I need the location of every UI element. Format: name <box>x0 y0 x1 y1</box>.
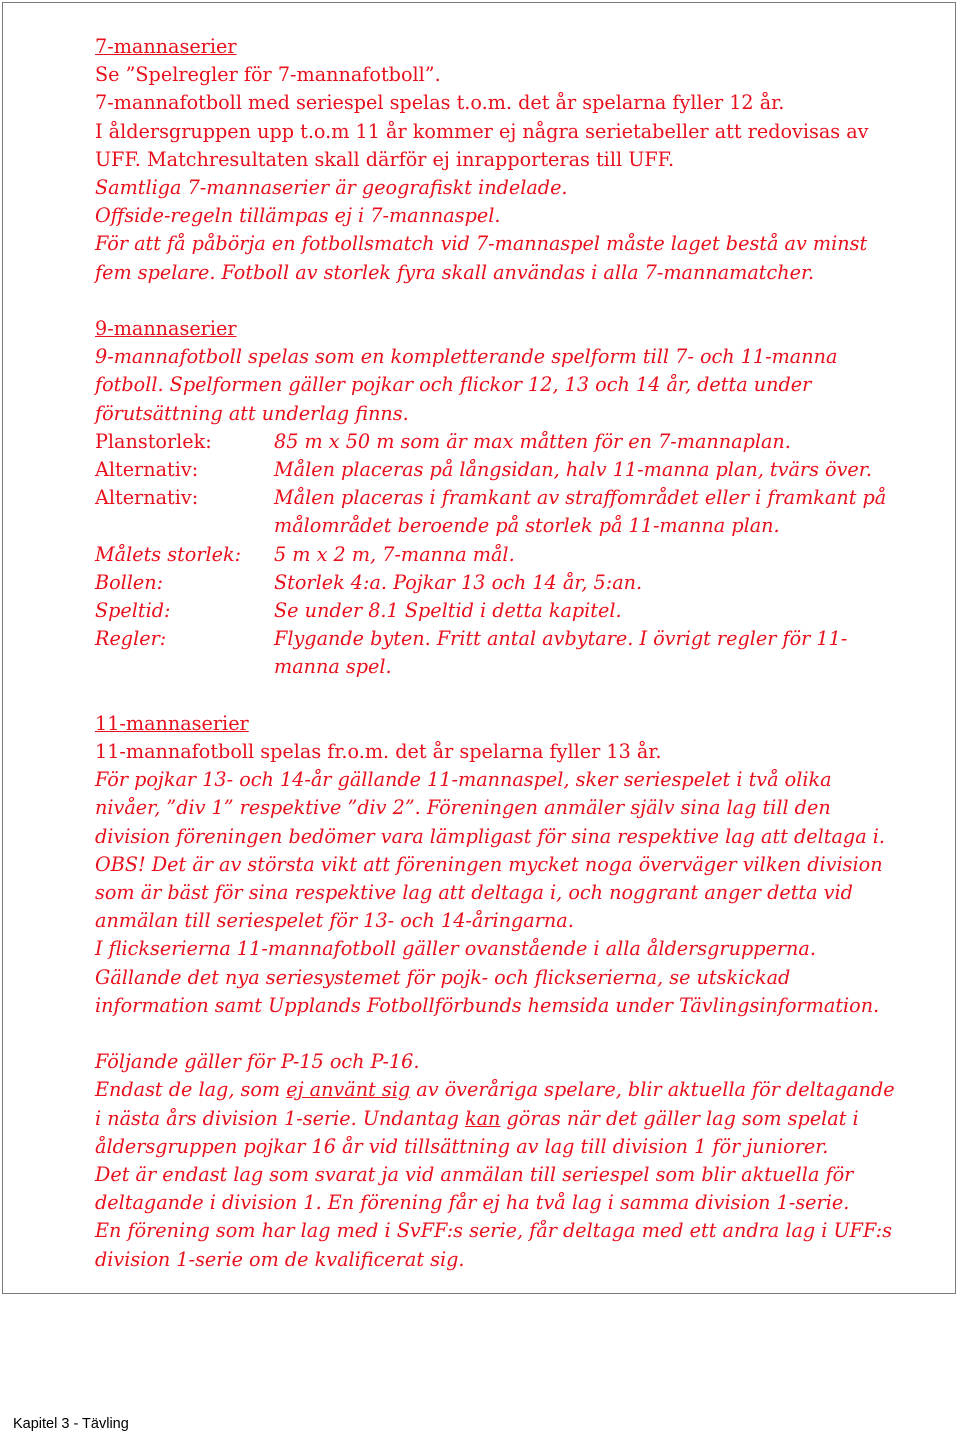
underlined-emphasis: ej använt sig <box>286 1078 411 1102</box>
text-line-p15-p16-heading: Följande gäller för P-15 och P-16. <box>95 1050 420 1074</box>
text-line: deltagande i division 1. En förening får ej ha två lag i samma division 1-serie. <box>95 1191 850 1215</box>
text-segment: göras när det gäller lag som spelat i <box>500 1106 859 1130</box>
text-line: Se ”Spelregler för 7-mannafotboll”. <box>95 63 441 87</box>
spec-row-alternativ-2 <box>95 484 945 512</box>
spec-label: Alternativ: <box>95 486 199 510</box>
text-line: fem spelare. Fotboll av storlek fyra skall användas i alla 7-mannamatcher. <box>95 260 815 284</box>
spacer <box>95 682 945 710</box>
spec-value: 5 m x 2 m, 7-manna mål. <box>274 542 515 566</box>
text-line: Det är endast lag som svarat ja vid anmälan till seriespel som blir aktuella för <box>95 1163 854 1187</box>
text-line: I åldersgruppen upp t.o.m 11 år kommer ej några serietabeller att redovisas av <box>95 119 869 143</box>
spec-value: målområdet beroende på storlek på 11-manna plan. <box>274 514 780 538</box>
spec-label: Planstorlek: <box>95 429 212 453</box>
text-line: Gällande det nya seriesystemet för pojk- och flickserierna, se utskickad <box>95 965 791 989</box>
text-line: nivåer, ”div 1” respektive ”div 2”. Föreningen anmäler själv sina lag till den <box>95 796 831 820</box>
spec-label: Regler: <box>95 627 167 651</box>
text-line: 7-mannafotboll med seriespel spelas t.o.m. det år spelarna fyller 12 år. <box>95 91 785 115</box>
text-line: anmälan till seriespelet för 13- och 14-åringarna. <box>95 909 574 933</box>
text-line <box>95 1105 945 1133</box>
spec-value: manna spel. <box>274 655 392 679</box>
spec-value: Storlek 4:a. Pojkar 13 och 14 år, 5:an. <box>274 570 643 594</box>
spec-row-continuation <box>95 512 945 540</box>
text-line: 9-mannafotboll spelas som en kompletterande spelform till 7- och 11-manna <box>95 345 838 369</box>
text-line: För att få påbörja en fotbollsmatch vid 7-mannaspel måste laget bestå av minst <box>95 232 868 256</box>
text-line: fotboll. Spelformen gäller pojkar och flickor 12, 13 och 14 år, detta under <box>95 373 812 397</box>
text-line: division 1-serie om de kvalificerat sig. <box>95 1247 465 1271</box>
spec-label <box>95 512 274 540</box>
spec-label: Målets storlek: <box>95 542 242 566</box>
section-heading-9-manna: 9-mannaserier <box>95 317 237 341</box>
text-line: åldersgruppen pojkar 16 år vid tillsättning av lag till division 1 för juniorer. <box>95 1134 829 1158</box>
text-line: OBS! Det är av största vikt att föreningen mycket noga överväger vilken division <box>95 852 883 876</box>
spec-row-bollen <box>95 569 945 597</box>
text-line: förutsättning att underlag finns. <box>95 401 409 425</box>
text-line: division föreningen bedömer vara lämpligast för sina respektive lag att deltaga i. <box>95 824 885 848</box>
spec-label: Bollen: <box>95 570 164 594</box>
text-segment: av överåriga spelare, blir aktuella för deltagande <box>410 1078 895 1102</box>
spec-value: Se under 8.1 Speltid i detta kapitel. <box>274 599 622 623</box>
text-line: För pojkar 13- och 14-år gällande 11-mannaspel, sker seriespelet i två olika <box>95 768 832 792</box>
page-footer: Kapitel 3 - Tävling <box>13 1416 129 1432</box>
spec-value: 85 m x 50 m som är max måtten för en 7-mannaplan. <box>274 429 791 453</box>
spec-row-regler <box>95 625 945 653</box>
text-line: 11-mannafotboll spelas fr.o.m. det år spelarna fyller 13 år. <box>95 740 662 764</box>
text-line: Samtliga 7-mannaserier är geografiskt indelade. <box>95 176 568 200</box>
text-line: En förening som har lag med i SvFF:s serie, får deltaga med ett andra lag i UFF:s <box>95 1219 892 1243</box>
spec-row-speltid <box>95 597 945 625</box>
text-line: UFF. Matchresultaten skall därför ej inrapporteras till UFF. <box>95 147 675 171</box>
text-segment: i nästa års division 1-serie. Undantag <box>95 1106 465 1130</box>
document-body <box>95 33 945 1274</box>
text-line <box>95 1076 945 1104</box>
text-line: I flickserierna 11-mannafotboll gäller ovanstående i alla åldersgrupperna. <box>95 937 816 961</box>
spec-value: Målen placeras på långsidan, halv 11-manna plan, tvärs över. <box>274 458 872 482</box>
section-heading-11-manna: 11-mannaserier <box>95 711 249 735</box>
spec-row-alternativ-1 <box>95 456 945 484</box>
spec-row-continuation <box>95 653 945 681</box>
text-line: som är bäst för sina respektive lag att deltaga i, och noggrant anger detta vid <box>95 881 853 905</box>
spacer <box>95 287 945 315</box>
spec-row-planstorlek <box>95 428 945 456</box>
spec-value: Målen placeras i framkant av straffområdet eller i framkant på <box>274 486 887 510</box>
spec-value: Flygande byten. Fritt antal avbytare. I övrigt regler för 11- <box>274 627 848 651</box>
spec-label <box>95 653 274 681</box>
spec-row-malets-storlek <box>95 541 945 569</box>
underlined-emphasis: kan <box>464 1106 501 1130</box>
spacer <box>95 1020 945 1048</box>
text-line: Offside-regeln tillämpas ej i 7-mannaspel. <box>95 204 501 228</box>
text-segment: Endast de lag, som <box>95 1078 287 1102</box>
spec-label: Speltid: <box>95 599 171 623</box>
section-heading-7-manna: 7-mannaserier <box>95 35 237 58</box>
text-line: information samt Upplands Fotbollförbunds hemsida under Tävlingsinformation. <box>95 993 880 1017</box>
spec-label: Alternativ: <box>95 458 199 482</box>
